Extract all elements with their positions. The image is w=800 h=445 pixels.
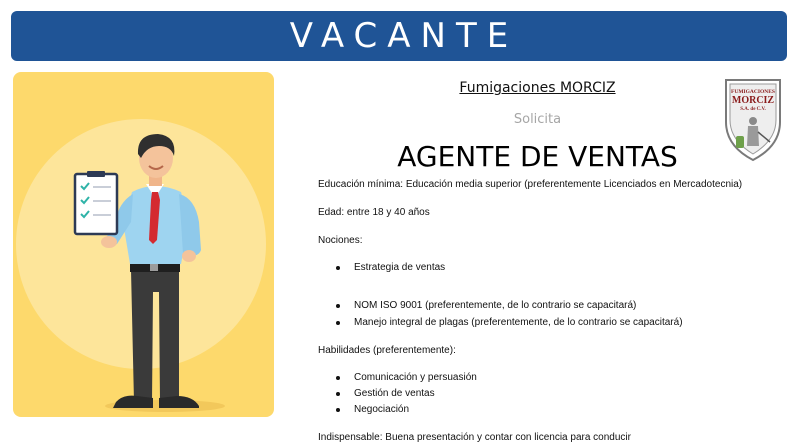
solicita-label: Solicita	[513, 112, 562, 127]
list-item: Negociación	[318, 403, 788, 417]
list-item: Comunicación y persuasión	[318, 371, 788, 385]
indispensable-requirement: Indispensable: Buena presentación y contar con licencia para conducir	[318, 432, 631, 443]
businessman-illustration	[13, 72, 274, 417]
age-requirement: Edad: entre 18 y 40 años	[318, 207, 430, 218]
skills-label: Habilidades (preferentemente):	[318, 345, 456, 356]
illustration-panel	[13, 72, 274, 417]
notions-label: Nociones:	[318, 235, 363, 246]
list-item: Manejo integral de plagas (preferentemente, de lo contrario se capacitará)	[318, 316, 788, 330]
job-title: AGENTE DE VENTAS	[397, 140, 678, 173]
education-requirement: Educación mínima: Educación media superior (preferentemente Licenciados en Mercadotecnia)	[318, 179, 743, 190]
notions-list	[318, 261, 788, 330]
logo-line2: MORCIZ	[731, 95, 775, 106]
shield-logo-icon	[722, 76, 784, 164]
list-item: Gestión de ventas	[318, 387, 788, 401]
list-item: Estrategia de ventas	[318, 261, 788, 275]
list-item: NOM ISO 9001 (preferentemente, de lo contrario se capacitará)	[318, 299, 788, 313]
company-name: Fumigaciones MORCIZ	[459, 80, 616, 96]
banner-title: VACANTE	[289, 16, 519, 56]
requirements-content	[318, 178, 788, 445]
header-banner	[11, 11, 787, 61]
logo-line3: S.A. de C.V.	[740, 107, 766, 112]
company-logo	[722, 76, 784, 164]
logo-line1: FUMIGACIONES	[730, 89, 776, 95]
skills-list	[318, 371, 788, 417]
